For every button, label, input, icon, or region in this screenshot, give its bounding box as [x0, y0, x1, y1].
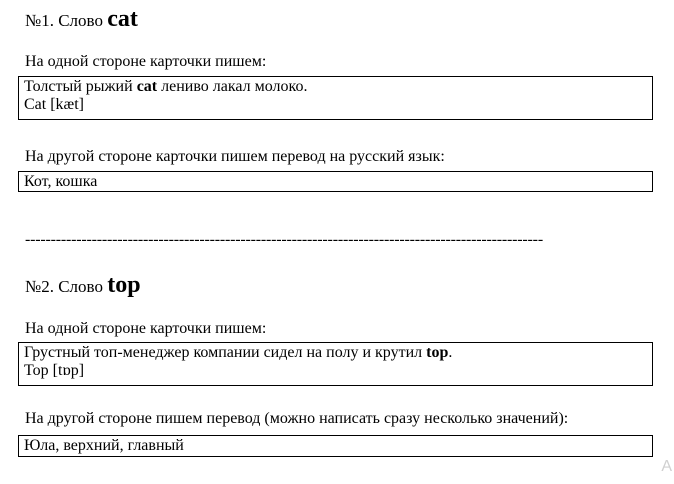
section1-front-card: [18, 76, 653, 120]
section-divider: -----------------------------------------------------------------------------------------------------: [25, 231, 543, 248]
section2-front-line1: [24, 344, 652, 362]
section2-front-card: [18, 342, 653, 386]
section2-front-caption: На одной стороне карточки пишем:: [25, 320, 267, 337]
section2-front-line1-pre: Грустный топ-менеджер компании сидел на полу и крутил: [24, 344, 427, 361]
section1-front-line2: Cat [kæt]: [24, 96, 84, 114]
section2-back-card: [18, 435, 653, 457]
section2-front-line1-post: .: [448, 344, 453, 361]
section1-front-line1-bold: cat: [136, 78, 158, 95]
corner-mark: A: [661, 457, 672, 475]
section2-back-text: Юла, верхний, главный: [24, 437, 184, 454]
section1-prefix: №1. Слово: [25, 11, 103, 30]
section1-front-line1-pre: Толстый рыжий: [24, 78, 137, 95]
section2-prefix: №2. Слово: [25, 277, 103, 296]
section1-front-caption: На одной стороне карточки пишем:: [25, 53, 267, 70]
section2-front-line2: Top [tɒp]: [24, 362, 85, 380]
section2-heading: [25, 272, 141, 300]
section2-back-caption: На другой стороне пишем перевод (можно написать сразу несколько значений):: [25, 410, 569, 427]
section1-back-card: [18, 171, 653, 192]
section1-heading: [25, 6, 138, 34]
section1-back-text: Кот, кошка: [24, 173, 98, 190]
section1-front-line1: [24, 78, 652, 96]
section1-word: cat: [107, 6, 138, 32]
section2-word: top: [107, 272, 141, 298]
section2-front-line1-bold: top: [426, 344, 449, 361]
section1-front-line1-post: лениво лакал молоко.: [157, 78, 308, 95]
section1-back-caption: На другой стороне карточки пишем перевод на русский язык:: [25, 148, 445, 165]
